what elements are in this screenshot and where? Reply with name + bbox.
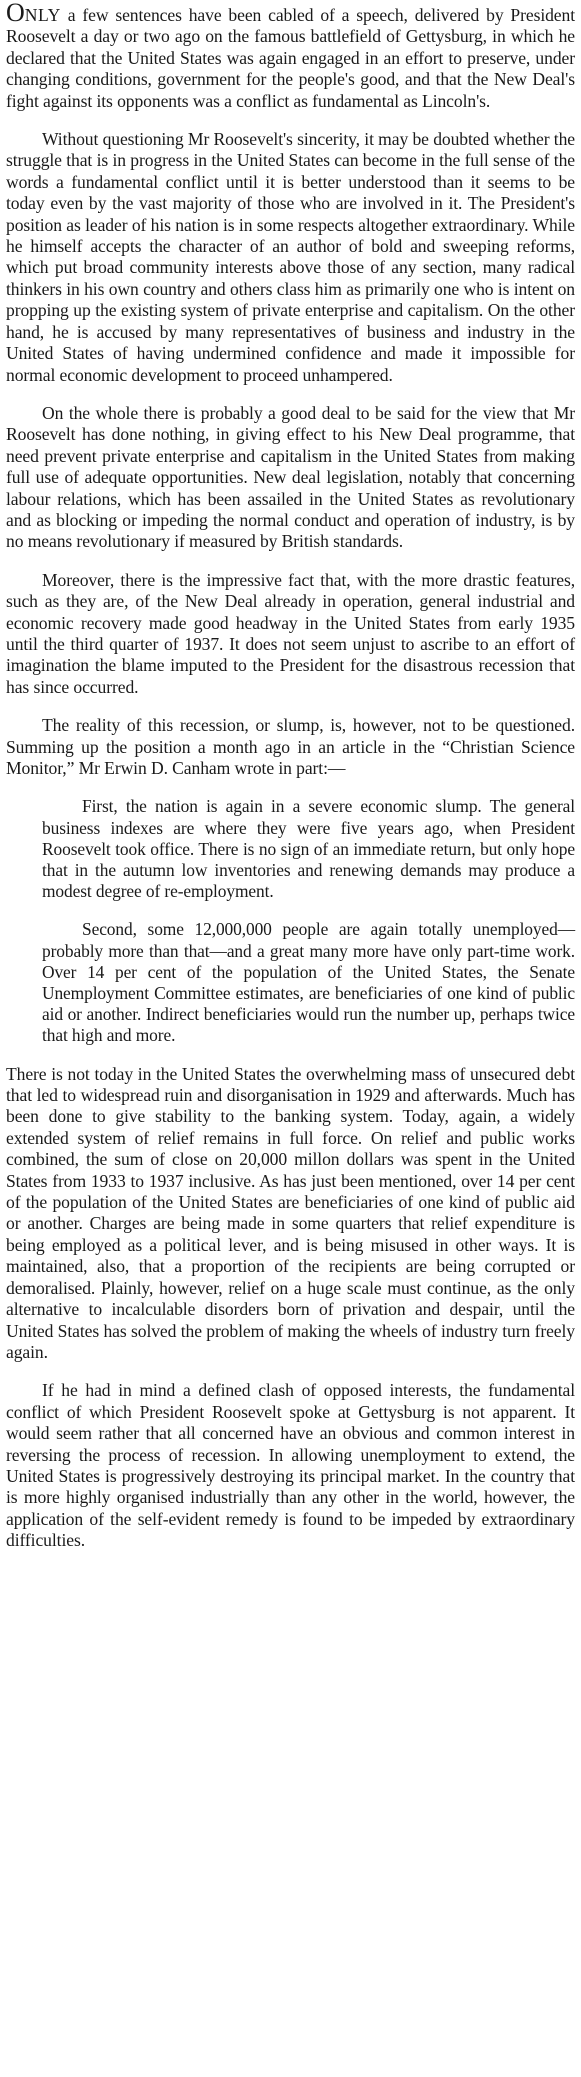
quote-paragraph-2: Second, some 12,000,000 people are again totally unemployed—probably more than that—and a great many more have only part-time work. Over 14 per cent of the population of the United States, the Senate Unemployment Committee estimates, are beneficiaries of one kind of public aid or another. Indirect beneficiaries would run the number up, perhaps twice that high and more. (42, 919, 575, 1046)
lead-caps: NLY (24, 5, 61, 25)
quoted-article (6, 796, 575, 1046)
paragraph-3: Moreover, there is the impressive fact that, with the more drastic features, such as they are, of the New Deal already in operation, general industrial and economic recovery made good headway in the United States from early 1935 until the third quarter of 1937. It does not seem unjust to ascribe to an effort of imagination the blame imputed to the President for the disastrous recession that has since occurred. (6, 569, 575, 697)
quote-paragraph-1: First, the nation is again in a severe economic slump. The general business indexes are where they were five years ago, when President Roosevelt took office. There is no sign of an immediate return, but only hope that in the autumn low inventories and renewing demands may produce a modest degree of re-employment. (42, 796, 575, 902)
closing-paragraph: If he had in mind a defined clash of opposed interests, the fundamental conflict of which President Roosevelt spoke at Gettysburg is not apparent. It would seem rather that all concerned have an obvious and common interest in reversing the process of recession. In allowing unemployment to extend, the United States is progressively destroying its principal market. In the country that is more highly organised industrially than any other in the world, however, the application of the self-evident remedy is found to be impeded by extraordinary difficulties. (6, 1380, 575, 1551)
paragraph-after-quote: There is not today in the United States the overwhelming mass of unsecured debt that led to widespread ruin and disorganisation in 1929 and afterwards. Much has been done to give stability to the banking system. Today, again, a widely extended system of relief remains in full force. On relief and public works combined, the sum of close on 20,000 millon dollars was spent in the United States from 1933 to 1937 inclusive. As has just been mentioned, over 14 per cent of the population of the United States are beneficiaries of one kind of public aid or another. Charges are being made in some quarters that relief expenditure is being employed as a political lever, and is being misused in other ways. It is maintained, also, that a proportion of the recipients are being corrupted or demoralised. Plainly, however, relief on a huge scale must continue, as the only alternative to incalculable disorders born of privation and despair, until the United States has solved the problem of making the wheels of industry turn freely again. (6, 1063, 575, 1362)
lead-paragraph (6, 2, 575, 112)
paragraph-4: The reality of this recession, or slump, is, however, not to be questioned. Summing up the position a month ago in an article in the “Christian Science Monitor,” Mr Erwin D. Canham wrote in part:— (6, 715, 575, 778)
paragraph-2: On the whole there is probably a good deal to be said for the view that Mr Roosevelt has done nothing, in giving effect to his New Deal programme, that need prevent private enterprise and capitalism in the United States from making full use of adequate opportunities. New deal legislation, notably that concerning labour relations, which has been assailed in the United States as revolutionary and as blocking or impeding the normal conduct and operation of industry, is by no means revolutionary if measured by British standards. (6, 402, 575, 552)
drop-cap: O (6, 0, 25, 27)
paragraph-1: Without questioning Mr Roosevelt's sincerity, it may be doubted whether the struggle that is in progress in the United States can become in the full sense of the words a fundamental conflict until it is better understood than it seems to be today even by the vast majority of those who are involved in it. The President's position as leader of his nation is in some respects altogether extraordinary. While he himself accepts the character of an author of bold and sweeping reforms, which put broad community interests above those of any section, many radical thinkers in his own country and others class him as primarily one who is intent on propping up the existing system of private enterprise and capitalism. On the other hand, he is accused by many representatives of business and industry in the United States of having undermined confidence and made it impossible for normal economic development to proceed unhampered. (6, 129, 575, 385)
lead-text: a few sentences have been cabled of a speech, delivered by President Roosevelt a day or two ago on the famous battlefield of Gettysburg, in which he declared that the United States was again engaged in an effort to preserve, under changing conditions, government for the people's good, and that the New Deal's fight against its opponents was a conflict as fundamental as Lincoln's. (6, 5, 575, 111)
